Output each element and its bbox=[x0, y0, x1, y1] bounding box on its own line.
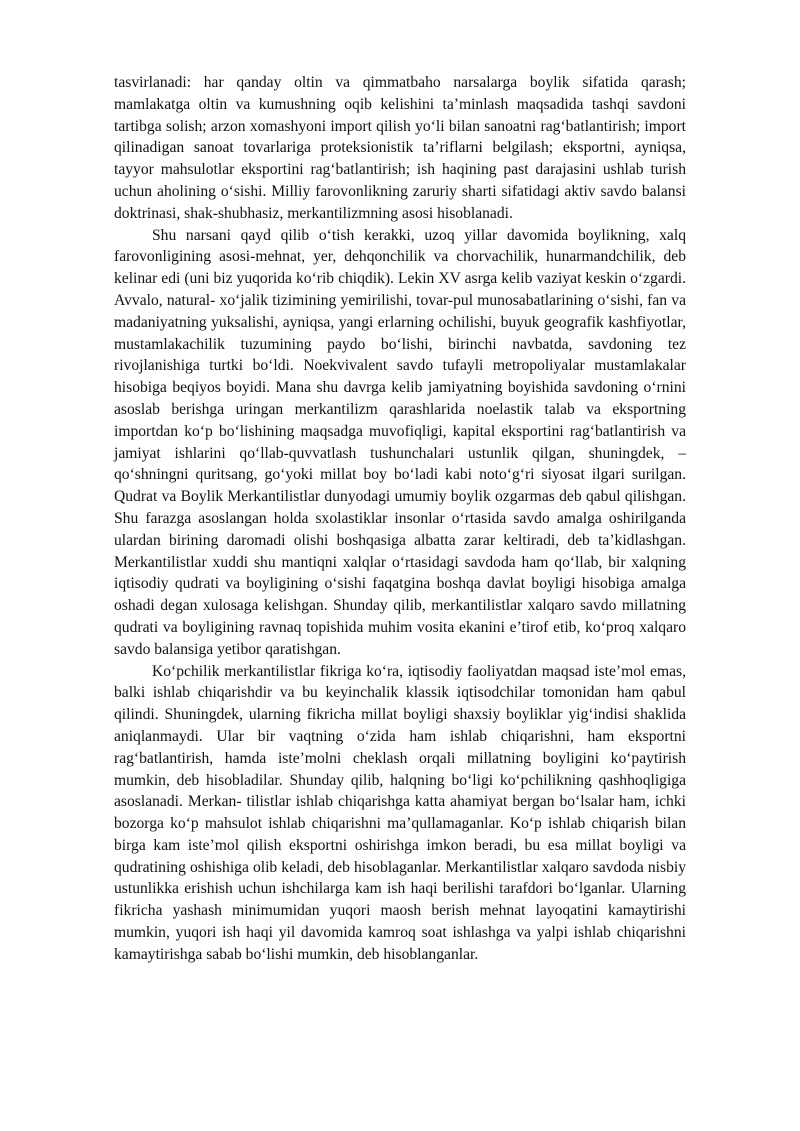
document-page bbox=[114, 72, 686, 966]
paragraph-2: Shu narsani qayd qilib o‘tish kerakki, uzoq yillar davomida boylikning, xalq farovonligining asosi-mehnat, yer, dehqonchilik va chorvachilik, hunarmandchilik, deb kelinar edi (uni biz yuqorida ko‘rib chiqdik). Lekin XV asrga kelib vaziyat keskin o‘zgardi. Avvalo, natural- xo‘jalik tizimining yemirilishi, tovar-pul munosabatlarining o‘sishi, fan va madaniyatning yuksalishi, ayniqsa, yangi erlarning ochilishi, buyuk geografik kashfiyotlar, mustamlakachilik tuzumining paydo bo‘lishi, birinchi navbatda, savdoning tez rivojlanishiga turtki bo‘ldi. Noekvivalent savdo tufayli metropoliyalar mustamlakalar hisobiga beqiyos boyidi. Mana shu davrga kelib jamiyatning boyishida savdoning o‘rnini asoslab berishga uringan merkantilizm qarashlarida noelastik talab va eksportning importdan ko‘p bo‘lishining maqsadga muvofiqligi, kapital eksportini rag‘batlantirish va jamiyat ishlarini qo‘llab-quvvatlash tushunchalari ustunlik qilgan, shuningdek, –qo‘shningni quritsang, go‘yoki millat boy bo‘ladi kabi noto‘g‘ri siyosat ilgari surilgan. Qudrat va Boylik Merkantilistlar dunyodagi umumiy boylik ozgarmas deb qabul qilishgan. Shu farazga asoslangan holda sxolastiklar insonlar o‘rtasida savdo amalga oshirilganda ulardan birining daromadi olishi boshqasiga albatta zarar keltiradi, deb ta’kidlashgan. Merkantilistlar xuddi shu mantiqni xalqlar o‘rtasidagi savdoda ham qo‘llab, bir xalqning iqtisodiy qudrati va boyligining o‘sishi faqatgina boshqa davlat boyligi hisobiga amalga oshadi degan xulosaga kelishgan. Shunday qilib, merkantilistlar xalqaro savdo millatning qudrati va boyligining ravnaq topishida muhim vosita ekanini e’tirof etib, ko‘proq xalqaro savdo balansiga yetibor qaratishgan. bbox=[114, 226, 686, 658]
paragraph-3: Ko‘pchilik merkantilistlar fikriga ko‘ra, iqtisodiy faoliyatdan maqsad iste’mol emas, balki ishlab chiqarishdir va bu keyinchalik klassik iqtisodchilar tomonidan ham qabul qilindi. Shuningdek, ularning fikricha millat boyligi shaxsiy boyliklar yig‘indisi shaklida aniqlanmaydi. Ular bir vaqtning o‘zida ham ishlab chiqarishni, ham eksportni rag‘batlantirish, hamda iste’molni cheklash orqali millatning boyligini ko‘paytirish mumkin, deb hisobladilar. Shunday qilib, halqning bo‘ligi ko‘pchilikning qashhoqligiga asoslanadi. Merkan- tilistlar ishlab chiqarishga katta ahamiyat bergan bo‘lsalar ham, ichki bozorga ko‘p mahsulot ishlab chiqarishni ma’qullamaganlar. Ko‘p ishlab chiqarish bilan birga kam iste’mol qilish eksportni oshirishga imkon beradi, bu esa millat boyligi va qudratining oshishiga olib keladi, deb hisoblaganlar. Merkantilistlar xalqaro savdoda nisbiy ustunlikka erishish uchun ishchilarga kam ish haqi berilishi tarafdori bo‘lganlar. Ularning fikricha yashash minimumidan yuqori maosh berish mehnat layoqatini kamaytirishi mumkin, yuqori ish haqi yil davomida kamroq soat ishlashga va yalpi ishlab chiqarishni kamaytirishga sabab bo‘lishi mumkin, deb hisoblanganlar. bbox=[114, 662, 686, 963]
paragraph-1: tasvirlanadi: har qanday oltin va qimmatbaho narsalarga boylik sifatida qarash; mamlakatga oltin va kumushning oqib kelishini ta’minlash maqsadida tashqi savdoni tartibga solish; arzon xomashyoni import qilish yo‘li bilan sanoatni rag‘batlantirish; import qilinadigan sanoat tovarlariga proteksionistik ta’riflarni belgilash; eksportni, ayniqsa, tayyor mahsulotlar eksportini rag‘batlantirish; ish haqining past darajasini ushlab turish uchun aholining o‘sishi. Milliy farovonlikning zaruriy sharti sifatidagi aktiv savdo balansi doktrinasi, shak-shubhasiz, merkantilizmning asosi hisoblanadi. bbox=[114, 74, 686, 222]
